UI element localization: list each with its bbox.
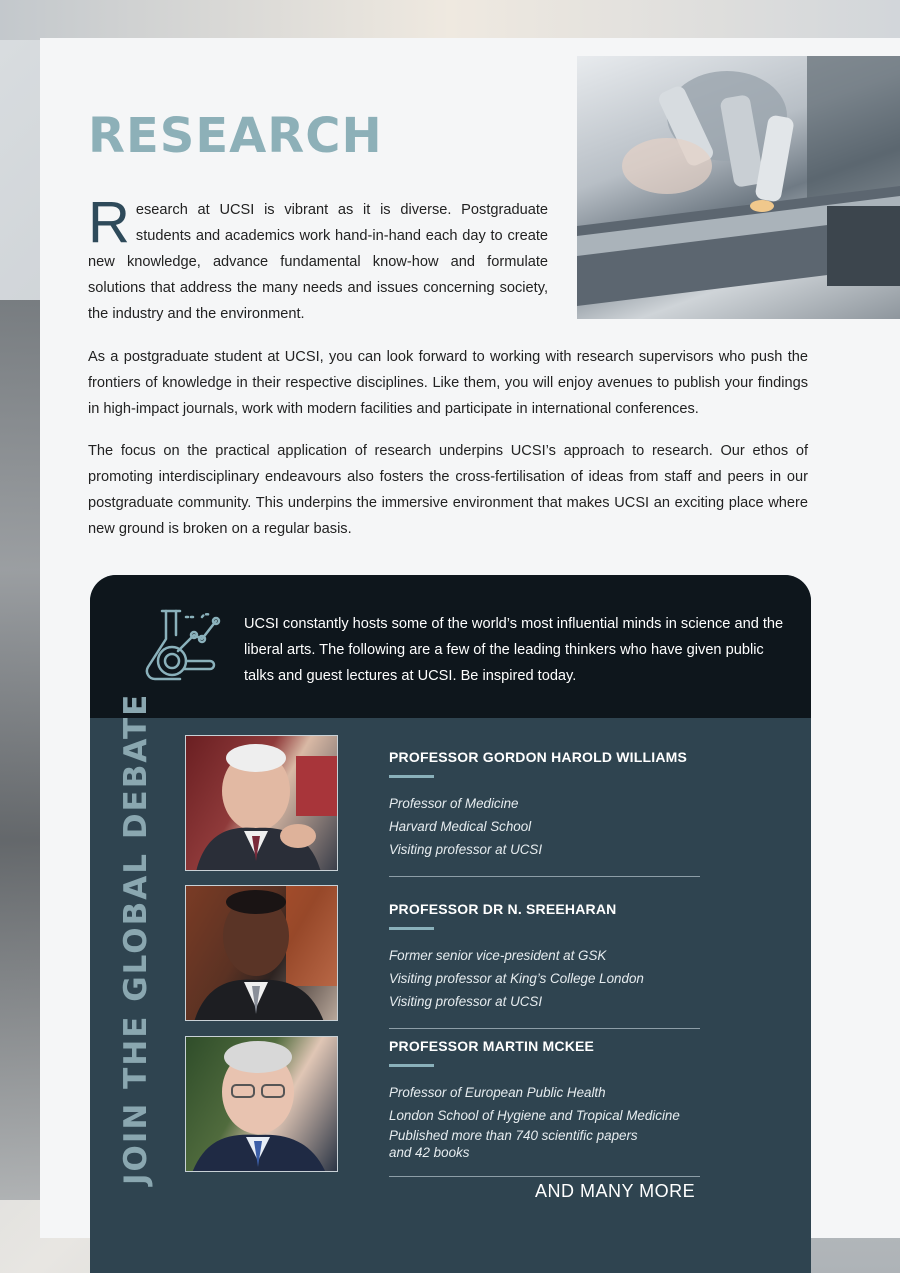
- vertical-section-title: JOIN THE GLOBAL DEBATE: [118, 692, 154, 1185]
- professor-entry: [389, 901, 701, 1029]
- portrait-gordon-williams: [185, 735, 338, 871]
- background-top: [0, 0, 900, 40]
- flask-chart-icon: [140, 605, 222, 687]
- intro-paragraph-text: esearch at UCSI is vibrant as it is diverse. Postgraduate students and academics work hand-in-hand each day to create new knowledge, advance fundamental know-how and formulate solutions that address the many needs and issues concerning society, the industry and the environment.: [88, 202, 548, 322]
- divider: [389, 1176, 700, 1177]
- professor-detail: Professor of European Public Health: [389, 1085, 606, 1100]
- professor-detail: Published more than 740 scientific papers: [389, 1128, 638, 1143]
- debate-header: [90, 575, 811, 718]
- microscope-photo: [577, 56, 900, 319]
- professor-entry: [389, 1038, 701, 1177]
- page-title: RESEARCH: [88, 108, 383, 164]
- professor-detail: Professor of Medicine: [389, 796, 519, 811]
- and-many-more-label: AND MANY MORE: [535, 1181, 696, 1201]
- portrait-martin-mckee: [185, 1036, 338, 1172]
- paragraph-2: As a postgraduate student at UCSI, you can look forward to working with research supervisors who push the frontiers of knowledge in their respective disciplines. Like them, you will enjoy avenues to publish your findings in high-impact journals, work with modern facilities and participate in international conferences.: [88, 349, 808, 417]
- professor-entry: [389, 749, 701, 877]
- accent-bar: [389, 927, 434, 930]
- professor-detail: Visiting professor at UCSI: [389, 842, 543, 857]
- professor-detail: Visiting professor at King’s College London: [389, 971, 644, 986]
- professor-name: PROFESSOR GORDON HAROLD WILLIAMS: [389, 749, 688, 765]
- global-debate-panel: [90, 575, 811, 1273]
- accent-bar: [389, 1064, 434, 1067]
- drop-cap: R: [88, 190, 130, 255]
- divider: [389, 1028, 700, 1029]
- professor-name: PROFESSOR MARTIN MCKEE: [389, 1038, 595, 1054]
- debate-intro: UCSI constantly hosts some of the world’s most influential minds in science and the liberal arts. The following are a few of the leading thinkers who have given public talks and guest lectures at UCSI. Be inspired today.: [244, 616, 784, 684]
- accent-bar: [389, 775, 434, 778]
- professor-detail: Former senior vice-president at GSK: [389, 948, 607, 963]
- professor-detail: Visiting professor at UCSI: [389, 994, 543, 1009]
- intro-paragraph: [88, 190, 548, 327]
- background-left: [0, 300, 40, 1200]
- divider: [389, 876, 700, 877]
- paragraph-3: The focus on the practical application of research underpins UCSI’s approach to research. Our ethos of promoting interdisciplinary endeavours also fosters the cross-fertilisation of ideas from staff and peers in our postgraduate community. This underpins the immersive environment that makes UCSI an exciting place where new ground is broken on a regular basis.: [88, 443, 808, 537]
- professor-detail: Harvard Medical School: [389, 819, 532, 834]
- professor-detail: and 42 books: [389, 1145, 470, 1160]
- portrait-sreeharan: [185, 885, 338, 1021]
- professor-name: PROFESSOR DR N. SREEHARAN: [389, 901, 617, 917]
- professor-detail: London School of Hygiene and Tropical Medicine: [389, 1108, 680, 1123]
